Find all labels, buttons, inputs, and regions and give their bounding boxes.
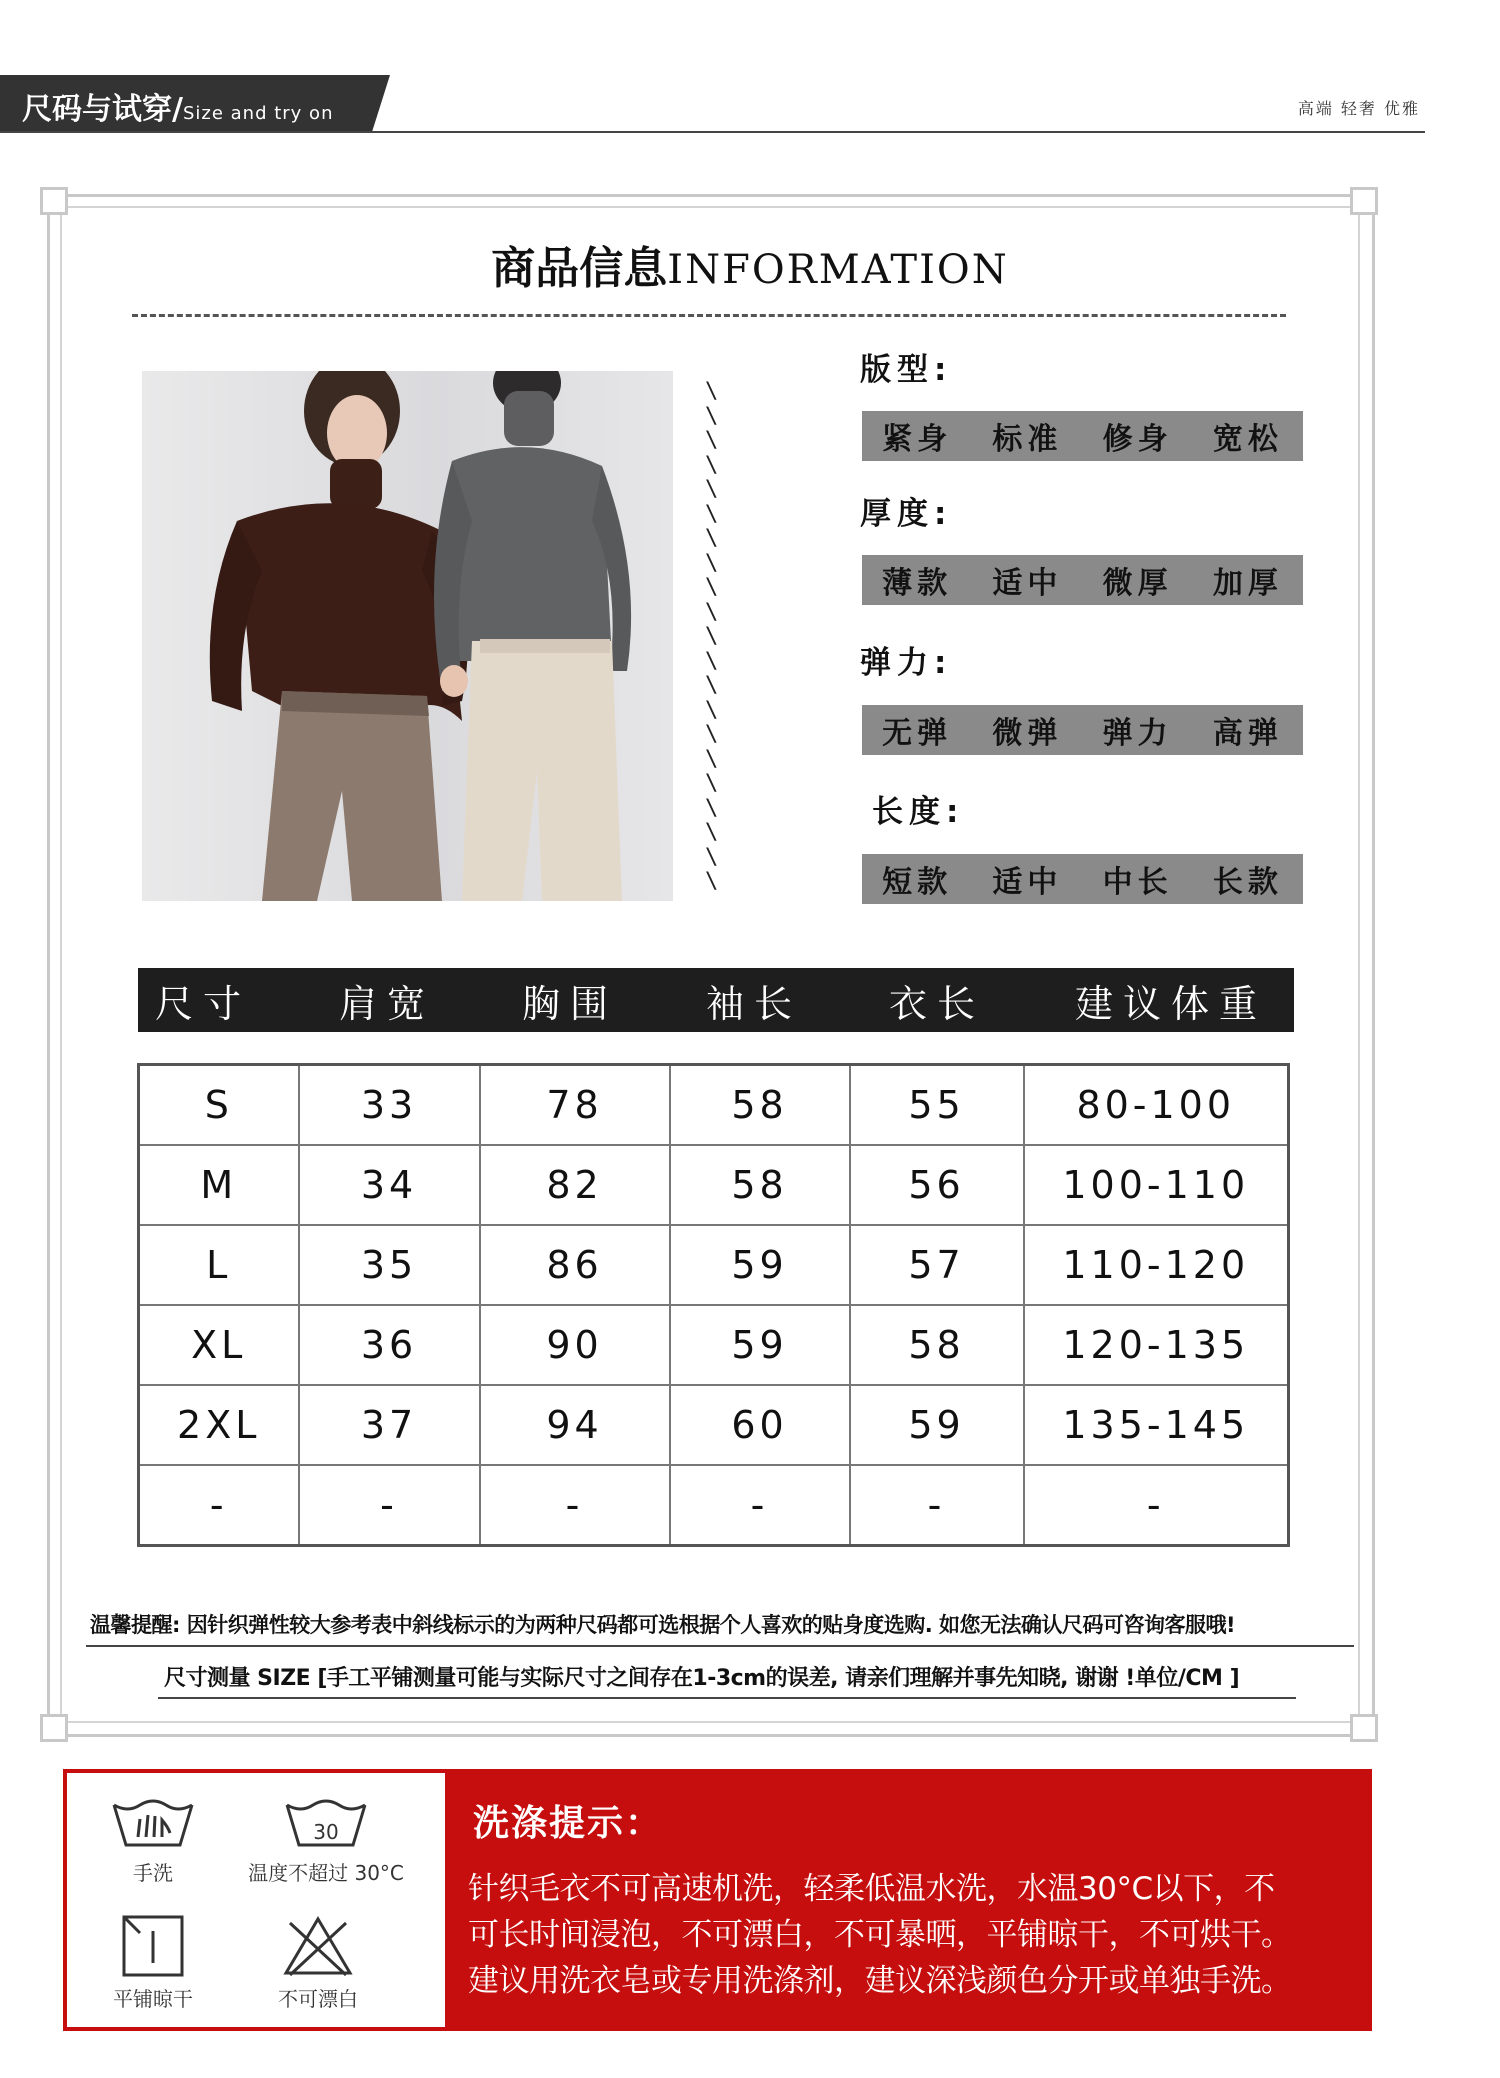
wash-icon-item xyxy=(263,1913,373,2012)
diagonal-slashes: \ \ \ \ \ \ \ \ \ \ \ \ \ \ \ \ \ \ \ \ \ xyxy=(705,379,719,894)
frame-corner xyxy=(1350,187,1378,215)
size-cell: 86 xyxy=(480,1225,670,1305)
wash-icon-item xyxy=(101,1913,205,2012)
wash-icon-item xyxy=(103,1797,203,1886)
size-cell: 58 xyxy=(670,1065,850,1146)
size-cell: 37 xyxy=(299,1385,480,1465)
info-title-en: INFORMATION xyxy=(667,247,1009,293)
size-row xyxy=(139,1385,1289,1465)
header-chest: 胸围 xyxy=(522,981,619,1026)
attr-option: 适中 xyxy=(992,865,1063,900)
size-cell: M xyxy=(139,1145,299,1225)
attr-option: 弹力 xyxy=(1102,716,1173,751)
size-row xyxy=(139,1145,1289,1225)
header-divider xyxy=(0,131,1425,133)
size-cell: 110-120 xyxy=(1024,1225,1289,1305)
size-cell: 100-110 xyxy=(1024,1145,1289,1225)
header-slogan: 高端 轻奢 优雅 xyxy=(1297,99,1420,118)
frame-corner xyxy=(40,1714,68,1742)
attr-label-fit: 版型: xyxy=(860,352,953,388)
size-tip-note: 温馨提醒: 因针织弹性较大参考表中斜线标示的为两种尺码都可选根据个人喜欢的贴身度选购. 如您无法确认尺码可咨询客服哦! xyxy=(90,1613,1236,1637)
note-divider xyxy=(86,1645,1354,1647)
attr-option: 中长 xyxy=(1102,865,1173,900)
attr-option: 修身 xyxy=(1102,422,1173,457)
no-bleach-label: 不可漂白 xyxy=(278,1987,358,2011)
size-row xyxy=(139,1065,1289,1146)
size-cell: 82 xyxy=(480,1145,670,1225)
attr-option: 微厚 xyxy=(1102,566,1173,601)
size-cell: 59 xyxy=(850,1385,1024,1465)
no-bleach-icon xyxy=(280,1913,356,1979)
temp-30-label: 温度不超过 30°C xyxy=(248,1861,404,1885)
size-cell: 58 xyxy=(850,1305,1024,1385)
flat-dry-label: 平铺晾干 xyxy=(113,1987,193,2011)
attr-label-elasticity: 弹力: xyxy=(860,645,953,681)
size-cell: 59 xyxy=(670,1225,850,1305)
hand-wash-label: 手洗 xyxy=(133,1861,173,1885)
size-cell: 78 xyxy=(480,1065,670,1146)
header-title-cn: 尺码与试穿/ xyxy=(22,92,183,127)
attr-option: 紧身 xyxy=(882,422,953,457)
temp-30-value: 30 xyxy=(313,1820,339,1844)
temp-30-icon xyxy=(281,1797,371,1853)
header-shoulder: 肩宽 xyxy=(339,981,436,1026)
page-header xyxy=(0,0,1500,140)
attr-option: 短款 xyxy=(882,865,953,900)
measure-text: [手工平铺测量可能与实际尺寸之间存在1-3cm的误差, 请亲们理解并事先知晓, 谢谢 !单位/CM ] xyxy=(317,1666,1240,1691)
wash-text-line: 针织毛衣不可高速机洗，轻柔低温水洗，水温30°C以下，不 xyxy=(468,1871,1275,1907)
size-cell: 34 xyxy=(299,1145,480,1225)
measure-note xyxy=(164,1661,1239,1692)
wash-title: 洗涤提示： xyxy=(473,1803,664,1844)
attr-label-thickness: 厚度: xyxy=(860,496,953,532)
wash-icon-item xyxy=(231,1797,421,1886)
size-table xyxy=(137,1063,1290,1547)
size-row xyxy=(139,1305,1289,1385)
size-cell: - xyxy=(670,1465,850,1546)
size-row xyxy=(139,1225,1289,1305)
size-table-header xyxy=(138,968,1294,1032)
size-cell: 59 xyxy=(670,1305,850,1385)
attr-option: 宽松 xyxy=(1212,422,1283,457)
hand-wash-icon xyxy=(108,1797,198,1853)
size-cell: 80-100 xyxy=(1024,1065,1289,1146)
size-cell: 60 xyxy=(670,1385,850,1465)
product-photo xyxy=(142,371,673,901)
size-cell: 55 xyxy=(850,1065,1024,1146)
info-dashed-divider xyxy=(132,314,1286,317)
attr-option: 微弹 xyxy=(992,716,1063,751)
header-title xyxy=(22,84,333,128)
frame-corner xyxy=(40,187,68,215)
size-cell: - xyxy=(139,1465,299,1546)
measure-label: 尺寸测量 SIZE xyxy=(164,1666,311,1691)
header-length: 衣长 xyxy=(889,981,986,1026)
size-cell: 90 xyxy=(480,1305,670,1385)
attr-option: 加厚 xyxy=(1212,566,1283,601)
size-cell: 94 xyxy=(480,1385,670,1465)
size-cell: 35 xyxy=(299,1225,480,1305)
header-weight: 建议体重 xyxy=(1075,981,1268,1026)
info-title-cn: 商品信息 xyxy=(491,243,668,294)
size-cell: L xyxy=(139,1225,299,1305)
attr-option: 高弹 xyxy=(1212,716,1283,751)
attr-option: 无弹 xyxy=(882,716,953,751)
product-photo-illustration xyxy=(142,371,673,901)
info-title xyxy=(0,232,1500,296)
size-cell: XL xyxy=(139,1305,299,1385)
size-row xyxy=(139,1465,1289,1546)
attr-bar-length xyxy=(862,854,1303,904)
header-sleeve: 袖长 xyxy=(706,981,803,1026)
wash-text-line: 建议用洗衣皂或专用洗涤剂，建议深浅颜色分开或单独手洗。 xyxy=(468,1963,1292,1999)
size-cell: S xyxy=(139,1065,299,1146)
attr-bar-elasticity xyxy=(862,705,1303,755)
size-cell: - xyxy=(480,1465,670,1546)
wash-icons-panel xyxy=(67,1773,445,2027)
size-cell: - xyxy=(850,1465,1024,1546)
attr-option: 标准 xyxy=(992,422,1063,457)
measure-divider xyxy=(158,1697,1296,1699)
header-size: 尺寸 xyxy=(155,981,252,1026)
attr-option: 适中 xyxy=(992,566,1063,601)
flat-dry-icon xyxy=(120,1913,186,1979)
size-cell: 2XL xyxy=(139,1385,299,1465)
size-cell: 120-135 xyxy=(1024,1305,1289,1385)
size-cell: - xyxy=(299,1465,480,1546)
header-title-en: Size and try on xyxy=(182,103,334,124)
size-cell: 56 xyxy=(850,1145,1024,1225)
wash-text-line: 可长时间浸泡，不可漂白，不可暴晒，平铺晾干，不可烘干。 xyxy=(468,1917,1292,1953)
size-table-body xyxy=(139,1065,1289,1546)
size-cell: 57 xyxy=(850,1225,1024,1305)
size-cell: 33 xyxy=(299,1065,480,1146)
attr-bar-thickness xyxy=(862,555,1303,605)
frame-corner xyxy=(1350,1714,1378,1742)
size-cell: 58 xyxy=(670,1145,850,1225)
attr-option: 薄款 xyxy=(882,566,953,601)
attr-bar-fit xyxy=(862,411,1303,461)
size-cell: - xyxy=(1024,1465,1289,1546)
size-cell: 36 xyxy=(299,1305,480,1385)
size-cell: 135-145 xyxy=(1024,1385,1289,1465)
attr-label-length: 长度: xyxy=(872,794,965,830)
attr-option: 长款 xyxy=(1212,865,1283,900)
wash-panel xyxy=(63,1769,1372,2031)
